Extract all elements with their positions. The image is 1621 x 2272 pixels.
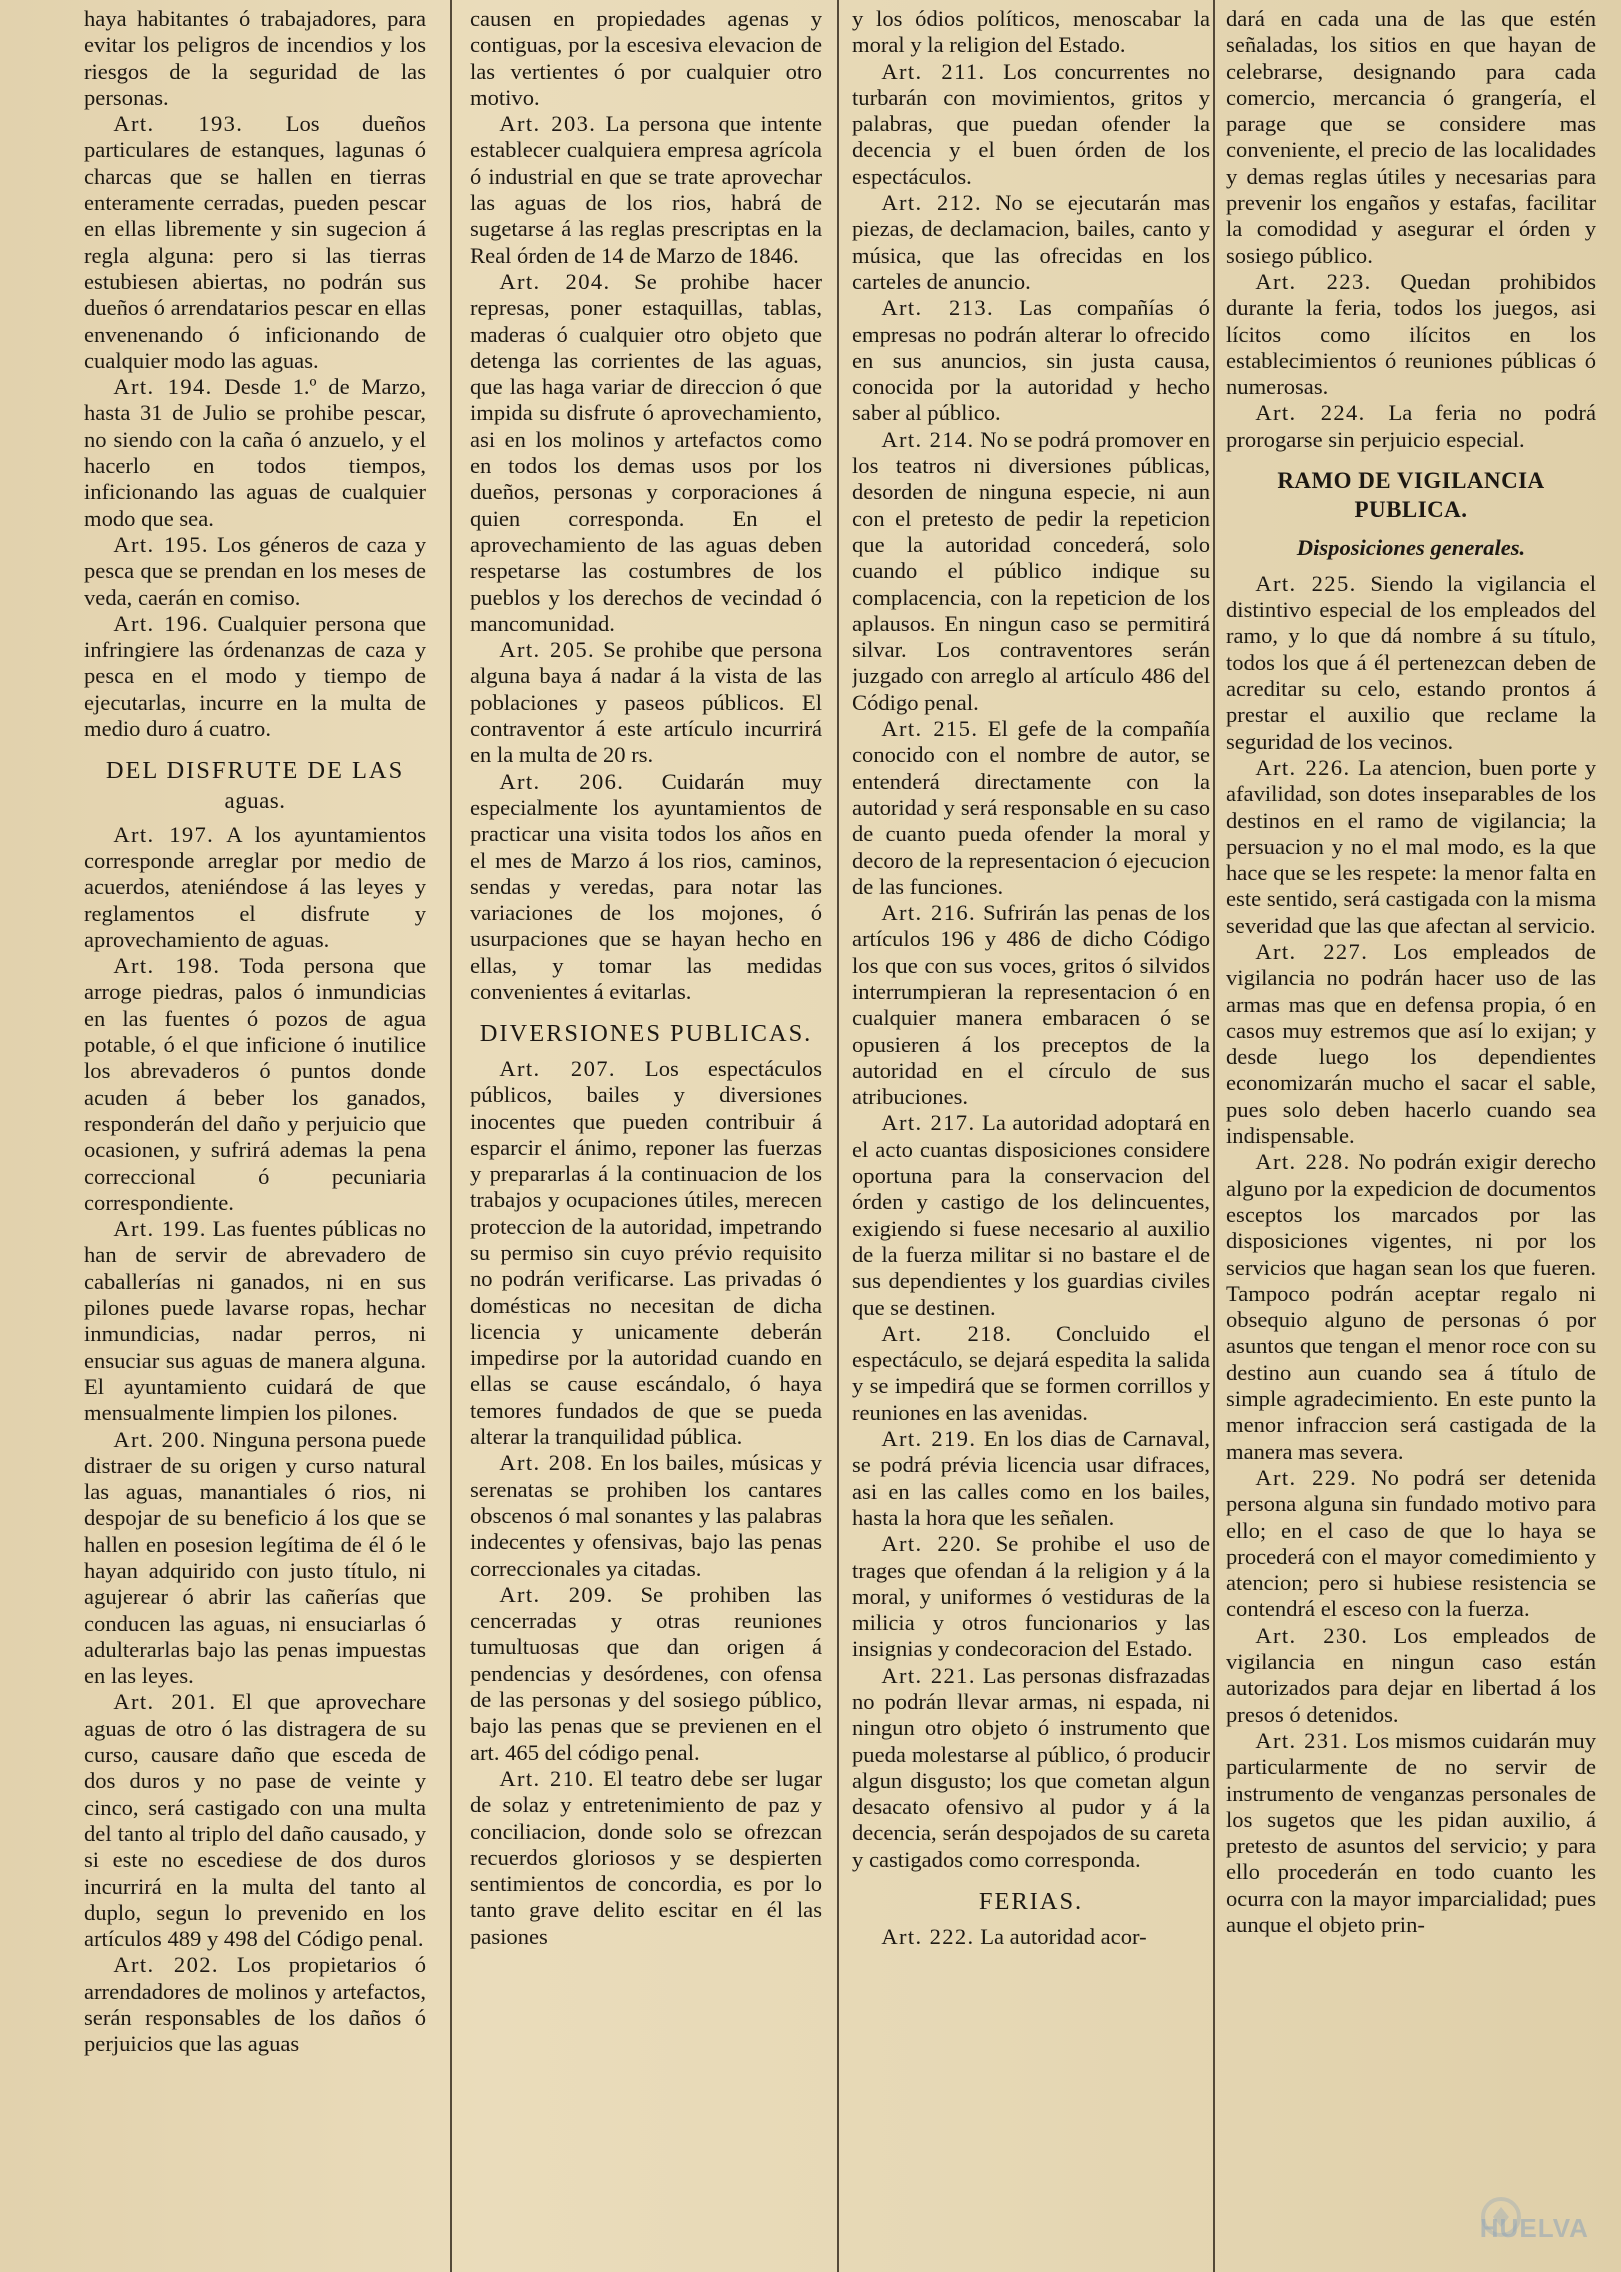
article-paragraph (470, 111, 822, 269)
article-paragraph (852, 1924, 1210, 1950)
section-heading-text: RAMO DE VIGILANCIA PUBLICA. (1277, 468, 1545, 522)
article-paragraph (1226, 571, 1596, 755)
article-text: Los géneros de caza y pesca que se prendan en los meses de veda, caerán en comiso. (84, 531, 426, 610)
article-text: Sufrirán las penas de los artículos 196 y 486 de dicho Código los que con sus voces, gritos ó silvidos interrumpieran la representacion ó en cualquier manera embaracen ó se opusieren á los preceptos de la autoridad en el círculo de sus atribuciones. (852, 900, 1210, 1110)
section-heading (84, 756, 426, 815)
article-paragraph (852, 1426, 1210, 1531)
article-paragraph (1226, 1728, 1596, 1938)
article-paragraph (470, 1582, 822, 1766)
article-paragraph (852, 900, 1210, 1110)
article-text: A los ayuntamientos corresponde arreglar por medio de acuerdos, ateniéndose á las leyes y reglamentos el disfrute y aprovechamiento de aguas. (84, 821, 426, 952)
article-paragraph (84, 611, 426, 742)
article-paragraph (1226, 1465, 1596, 1623)
article-number: Art. 205. (499, 637, 596, 663)
article-number: Art. 209. (499, 1581, 614, 1607)
article-number: Art. 228. (1255, 1149, 1351, 1175)
article-text: Los mismos cuidarán muy particularmente de no servir de instrumento de venganzas personales de los sugetos que les pidan auxilio, á pretesto de asuntos del servicio; y para ello procederán en todo cuanto les ocurra con la mayor imparcialidad; pues aunque el objeto prin- (1226, 1727, 1596, 1937)
continued-paragraph: dará en cada una de las que estén señaladas, los sitios en que hayan de celebrarse, designando para cada comercio, mercancia ó grangería, el parage que se considere mas conveniente, el precio de las localidades y demas reglas útiles y necesarias para prevenir los engaños y estafas, facilitar la comodidad y asegurar el órden y sosiego público. (1226, 6, 1596, 268)
article-paragraph (852, 716, 1210, 900)
article-number: Art. 229. (1255, 1464, 1358, 1490)
article-text: No se podrá promover en los teatros ni diversiones públicas, desorden de ninguna especie, ni aun con el pretesto de pedir la repeticion que la autoridad concederá, solo cuando el público indique su complacencia, con la repeticion de los aplausos. En ningun caso se permitirá silvar. Los contraventores serán juzgado con arreglo al artículo 486 del Código penal. (852, 426, 1210, 715)
article-text: Se prohibe que persona alguna baya á nadar á la vista de las poblaciones y paseos públicos. El contraventor á este artículo incurrirá en la multa de 20 rs. (470, 637, 822, 768)
article-paragraph (84, 822, 426, 953)
article-number: Art. 204. (499, 268, 611, 294)
article-number: Art. 224. (1255, 400, 1366, 426)
section-subheading: Disposiciones generales. (1296, 534, 1526, 560)
column-rule (837, 0, 839, 2272)
article-paragraph (84, 532, 426, 611)
article-paragraph (470, 1766, 822, 1950)
article-paragraph (852, 1663, 1210, 1873)
article-text: La feria no podrá prorogarse sin perjuicio especial. (1226, 400, 1596, 452)
article-paragraph (852, 190, 1210, 295)
article-number: Art. 201. (113, 1689, 217, 1715)
article-text: Las compañías ó empresas no podrán alterar lo ofrecido en sus anuncios, sin justa causa, conocida por la autoridad y hecho saber al público. (852, 295, 1210, 426)
article-text: Los empleados de vigilancia en ningun caso están autorizados para dejar en libertad á los presos ó detenidos. (1226, 1622, 1596, 1727)
article-text: Se prohibe hacer represas, poner estaquillas, tablas, maderas ó cualquier otro objeto que detenga las corrientes de las aguas, que las haga variar de direccion ó que impida su disfrute ó aprovechamiento, asi en los molinos y artefactos como en todos los demas usos por los dueños, personas y corporaciones á quien corresponda. En el aprovechamiento de las aguas deben respetarse las costumbres de los pueblos y los derechos de vecindad ó mancomunidad. (470, 268, 822, 636)
article-number: Art. 216. (881, 900, 977, 926)
article-text: Desde 1.º de Marzo, hasta 31 de Julio se prohibe pescar, no siendo con la caña ó anzuelo, y el hacerlo en todos tiempos, inficionando las aguas de cualquier modo que sea. (84, 374, 426, 531)
article-number: Art. 217. (881, 1110, 976, 1136)
text-column-2 (470, 6, 822, 2266)
article-number: Art. 198. (113, 953, 221, 979)
article-text: La autoridad adoptará en el acto cuantas disposiciones considere oportuna para la conservacion del órden y castigo de los delincuentes, exigiendo si fuese necesario al auxilio de la fuerza militar si no bastare el de sus dependientes y los guardias civiles que se destinen. (852, 1110, 1210, 1320)
article-paragraph (852, 427, 1210, 716)
article-text: Siendo la vigilancia el distintivo especial de los empleados del ramo, y lo que dá nombre á su título, todos los que á él pertenezcan deben de acreditar su celo, estando prontos á prestar el auxilio que reclame la seguridad de los vecinos. (1226, 570, 1596, 754)
article-paragraph (470, 769, 822, 1006)
continued-paragraph: haya habitantes ó trabajadores, para evitar los peligros de incendios y los riesgos de la seguridad de las personas. (84, 6, 426, 110)
article-number: Art. 210. (499, 1765, 595, 1791)
section-heading (1226, 467, 1596, 525)
continued-paragraph: y los ódios políticos, menoscabar la moral y la religion del Estado. (852, 6, 1210, 58)
article-text: La persona que intente establecer cualquiera empresa agrícola ó industrial en que se trate aprovechar las aguas de los rios, habrá de sugetarse á las reglas prescriptas en la Real órden de 14 de Marzo de 1846. (470, 111, 822, 268)
continued-paragraph: causen en propiedades agenas y contiguas, por la escesiva elevacion de las vertientes ó por cualquier otro motivo. (470, 6, 822, 110)
article-paragraph (1226, 755, 1596, 939)
text-column-3 (852, 6, 1210, 2266)
article-number: Art. 196. (113, 610, 210, 636)
article-number: Art. 226. (1255, 754, 1351, 780)
article-paragraph (470, 637, 822, 768)
article-text: Quedan prohibidos durante la feria, todos los juegos, asi lícitos como ilícitos en los establecimientos ó reuniones públicas ó numerosas. (1226, 268, 1596, 400)
article-text: El teatro debe ser lugar de solaz y entretenimiento de paz y conciliacion, donde solo se ofrezcan recuerdos gloriosos y se despierten sentimientos de concordia, es por lo tanto grave delito escitar en él las pasiones (470, 1765, 822, 1949)
section-heading (852, 1887, 1210, 1918)
article-paragraph (1226, 269, 1596, 400)
article-text: La atencion, buen porte y afavilidad, son dotes inseparables de los destinos en el ramo de vigilancia; la persuacion y no el mal modo, es la que hace que se les respete: la menor falta en este sentido, será castigada con la misma severidad que las que afectan al servicio. (1226, 754, 1596, 938)
article-text: No se ejecutarán mas piezas, de declamacion, bailes, canto y música, que las ofrecidas en los carteles de anuncio. (852, 190, 1210, 294)
column-rule (450, 0, 452, 2272)
column-rule (1213, 0, 1215, 2272)
section-heading-subline: aguas. (224, 787, 286, 813)
article-number: Art. 197. (113, 821, 215, 847)
article-text: En los dias de Carnaval, se podrá prévia licencia usar difraces, asi en las calles como en los bailes, hasta la hora que les señalen. (852, 1426, 1210, 1530)
article-number: Art. 222. (881, 1923, 975, 1949)
article-paragraph (84, 1689, 426, 1952)
article-number: Art. 200. (113, 1426, 207, 1452)
article-text: Los empleados de vigilancia no podrán hacer uso de las armas mas que en defensa propia, ó en casos muy estremos que así lo exijan; y desde luego los dependientes economizarán mucho el sacar el sable, pues solo deben hacerlo cuando sea indispensable. (1226, 939, 1596, 1149)
article-text: Concluido el espectáculo, se dejará espedita la salida y se impedirá que se formen corrillos y reuniones en las avenidas. (852, 1320, 1210, 1425)
article-text: Toda persona que arroge piedras, palos ó inmundicias en las fuentes ó pozos de agua potable, ó el que inficione ó inutilice los abrevaderos ó puntos donde acuden á beber los ganados, responderán del daño y perjuicio que ocasionen, y sufrirá ademas la pena correccional ó pecuniaria correspondiente. (84, 953, 426, 1215)
article-number: Art. 211. (881, 58, 986, 84)
article-number: Art. 225. (1255, 570, 1357, 596)
article-paragraph (852, 59, 1210, 190)
archive-watermark: HUELVA (1479, 2213, 1589, 2243)
article-text: La autoridad acor- (980, 1923, 1147, 1949)
article-number: Art. 221. (881, 1662, 976, 1688)
article-text: No podrán exigir derecho alguno por la expedicion de documentos esceptos los marcados por las disposiciones vigentes, ni por los servicios que hagan sean los que fueren. Tampoco podrán aceptar regalo ni obsequio alguno de personas ó por asuntos que tengan el menor roce con su destino aun cuando sea á título de simple agradecimiento. En este punto la menor infraccion será castigada de la manera mas severa. (1226, 1149, 1596, 1464)
article-paragraph (852, 295, 1210, 426)
article-number: Art. 223. (1255, 268, 1372, 294)
article-number: Art. 219. (881, 1426, 977, 1452)
article-paragraph (470, 1056, 822, 1450)
article-number: Art. 227. (1255, 939, 1369, 964)
article-number: Art. 206. (499, 768, 625, 794)
article-number: Art. 194. (113, 374, 213, 400)
article-number: Art. 199. (113, 1216, 207, 1242)
article-text: No podrá ser detenida persona alguna sin fundado motivo para ello; en el caso de que lo haya se procederá con el mayor comedimiento y atencion; pero si hubiese resistencia se contendrá el esceso con la fuerza. (1226, 1464, 1596, 1622)
article-text: Cualquier persona que infringiere las órdenanzas de caza y pesca en el modo y tiempo de ejecutarlas, incurre en la multa de medio duro á cuatro. (84, 610, 426, 742)
article-text: Las personas disfrazadas no podrán llevar armas, ni espada, ni ningun otro objeto ó instrumento que pueda molestarse al público, ó producir algun disgusto; los que cometan algun desacato ofensivo al pudor y á la decencia, serán despojados de su careta y castigados como corresponda. (852, 1662, 1210, 1872)
article-paragraph (84, 374, 426, 532)
article-text: Los dueños particulares de estanques, lagunas ó charcas que se hallen en tierras enteramente cerradas, pueden pescar en ellas libremente y sin sugecion á regla alguna: pero si las tierras estubiesen abiertas, no podrán sus dueños ó arrendatarios pescar en ellas envenenando ó inficionando de cualquier modo las aguas. (84, 111, 426, 373)
article-paragraph (470, 1450, 822, 1581)
article-number: Art. 220. (881, 1531, 983, 1557)
section-heading (470, 1019, 822, 1050)
article-paragraph (852, 1321, 1210, 1426)
article-text: Se prohiben las cencerradas y otras reuniones tumultuosas que dan origen á pendencias y desórdenes, con ofensa de las personas y del sosiego público, bajo las penas que se previenen en el art. 465 del código penal. (470, 1581, 822, 1765)
article-number: Art. 193. (113, 111, 244, 137)
article-number: Art. 231. (1255, 1727, 1350, 1753)
article-text: Los propietarios ó arrendadores de molinos y artefactos, serán responsables de los daños ó perjuicios que las aguas (84, 1952, 426, 2057)
article-text: Las fuentes públicas no han de servir de abrevadero de caballerías ni ganados, ni en sus pilones puede lavarse ropas, hechar inmundicias, nadar perros, ni ensuciar sus aguas de manera alguna. El ayuntamiento cuidará de que mensualmente limpien los pilones. (84, 1216, 426, 1426)
article-paragraph (852, 1531, 1210, 1662)
article-text: Los concurrentes no turbarán con movimientos, gritos y palabras, que puedan ofender la decencia y el buen órden de los espectáculos. (852, 58, 1210, 189)
article-paragraph (1226, 939, 1596, 1149)
section-heading-text: DEL DISFRUTE DE LAS (105, 757, 405, 785)
article-paragraph (852, 1110, 1210, 1320)
section-heading-text: FERIAS. (978, 1888, 1084, 1916)
article-text: El que aprovechare aguas de otro ó las distragera de su curso, causare daño que esceda de dos duros y no pase de veinte y cinco, será castigado con una multa del tanto al triplo del daño causado, y si este no escediese de dos duros incurrirá en la multa del tanto al duplo, segun lo prevenido en los artículos 489 y 498 del Código penal. (84, 1689, 426, 1952)
article-paragraph (84, 1952, 426, 2057)
text-column-4 (1226, 6, 1596, 2266)
article-number: Art. 214. (881, 426, 975, 452)
article-text: El gefe de la compañía conocido con el nombre de autor, se entenderá directamente con la autoridad y será responsable en su caso de cuanto pueda ofender la moral y decoro de la representacion ó ejecucion de las funciones. (852, 716, 1210, 899)
article-number: Art. 212. (881, 190, 982, 216)
article-number: Art. 218. (881, 1320, 1013, 1346)
article-number: Art. 213. (881, 295, 995, 321)
article-number: Art. 203. (499, 111, 597, 137)
article-text: Se prohibe el uso de trages que ofendan á la religion y á la moral, y uniformes ó vestiduras de la milicia y otros funcionarios y las insignias y condecoracion del Estado. (852, 1531, 1210, 1662)
article-paragraph (84, 953, 426, 1216)
article-text: Los espectáculos públicos, bailes y diversiones inocentes que pueden contribuir á esparcir el ánimo, reponer las fuerzas y prepararlas á la continuacion de los trabajos y ocupaciones útiles, merecen proteccion de la autoridad, impetrando su permiso sin cuyo prévio requisito no podrán verificarse. Las privadas ó domésticas no necesitan de dicha licencia y unicamente deberán impedirse por la autoridad cuando en ellas se cause escándalo, ó haya temores fundados de que se pueda alterar la tranquilidad pública. (470, 1055, 822, 1450)
article-number: Art. 207. (499, 1055, 616, 1081)
article-text: Cuidarán muy especialmente los ayuntamientos de practicar una visita todos los años en el mes de Marzo á los rios, caminos, sendas y veredas, para notar las variaciones de los mojones, ó usurpaciones que se hayan hecho en ellas, y tomar las medidas convenientes á evitarlas. (470, 768, 822, 1004)
article-paragraph (1226, 1149, 1596, 1465)
article-text: Ninguna persona puede distraer de su origen y curso natural las aguas, manantiales ó rios, ni despojar de su beneficio á los que se hallen en posesion legítima de él ó le hayan adquirido con justo título, ni agujerear ó abrir las cañerías que conducen las aguas, ni ensuciarlas ó adulterarlas bajo las penas impuestas en las leyes. (84, 1426, 426, 1689)
article-text: En los bailes, músicas y serenatas se prohiben los cantares obscenos ó mal sonantes y las palabras indecentes y ofensivas, bajo las penas correccionales ya citadas. (470, 1450, 822, 1581)
article-paragraph (470, 269, 822, 637)
article-number: Art. 202. (113, 1952, 219, 1978)
article-number: Art. 195. (113, 531, 209, 557)
text-column-1 (84, 6, 426, 2266)
article-number: Art. 215. (881, 716, 979, 742)
article-paragraph (1226, 1623, 1596, 1728)
article-paragraph (84, 111, 426, 374)
section-heading-text: DIVERSIONES PUBLICAS. (479, 1020, 813, 1048)
article-number: Art. 208. (499, 1450, 594, 1476)
article-number: Art. 230. (1255, 1622, 1369, 1648)
article-paragraph (84, 1216, 426, 1426)
article-paragraph (84, 1427, 426, 1690)
article-paragraph (1226, 400, 1596, 453)
